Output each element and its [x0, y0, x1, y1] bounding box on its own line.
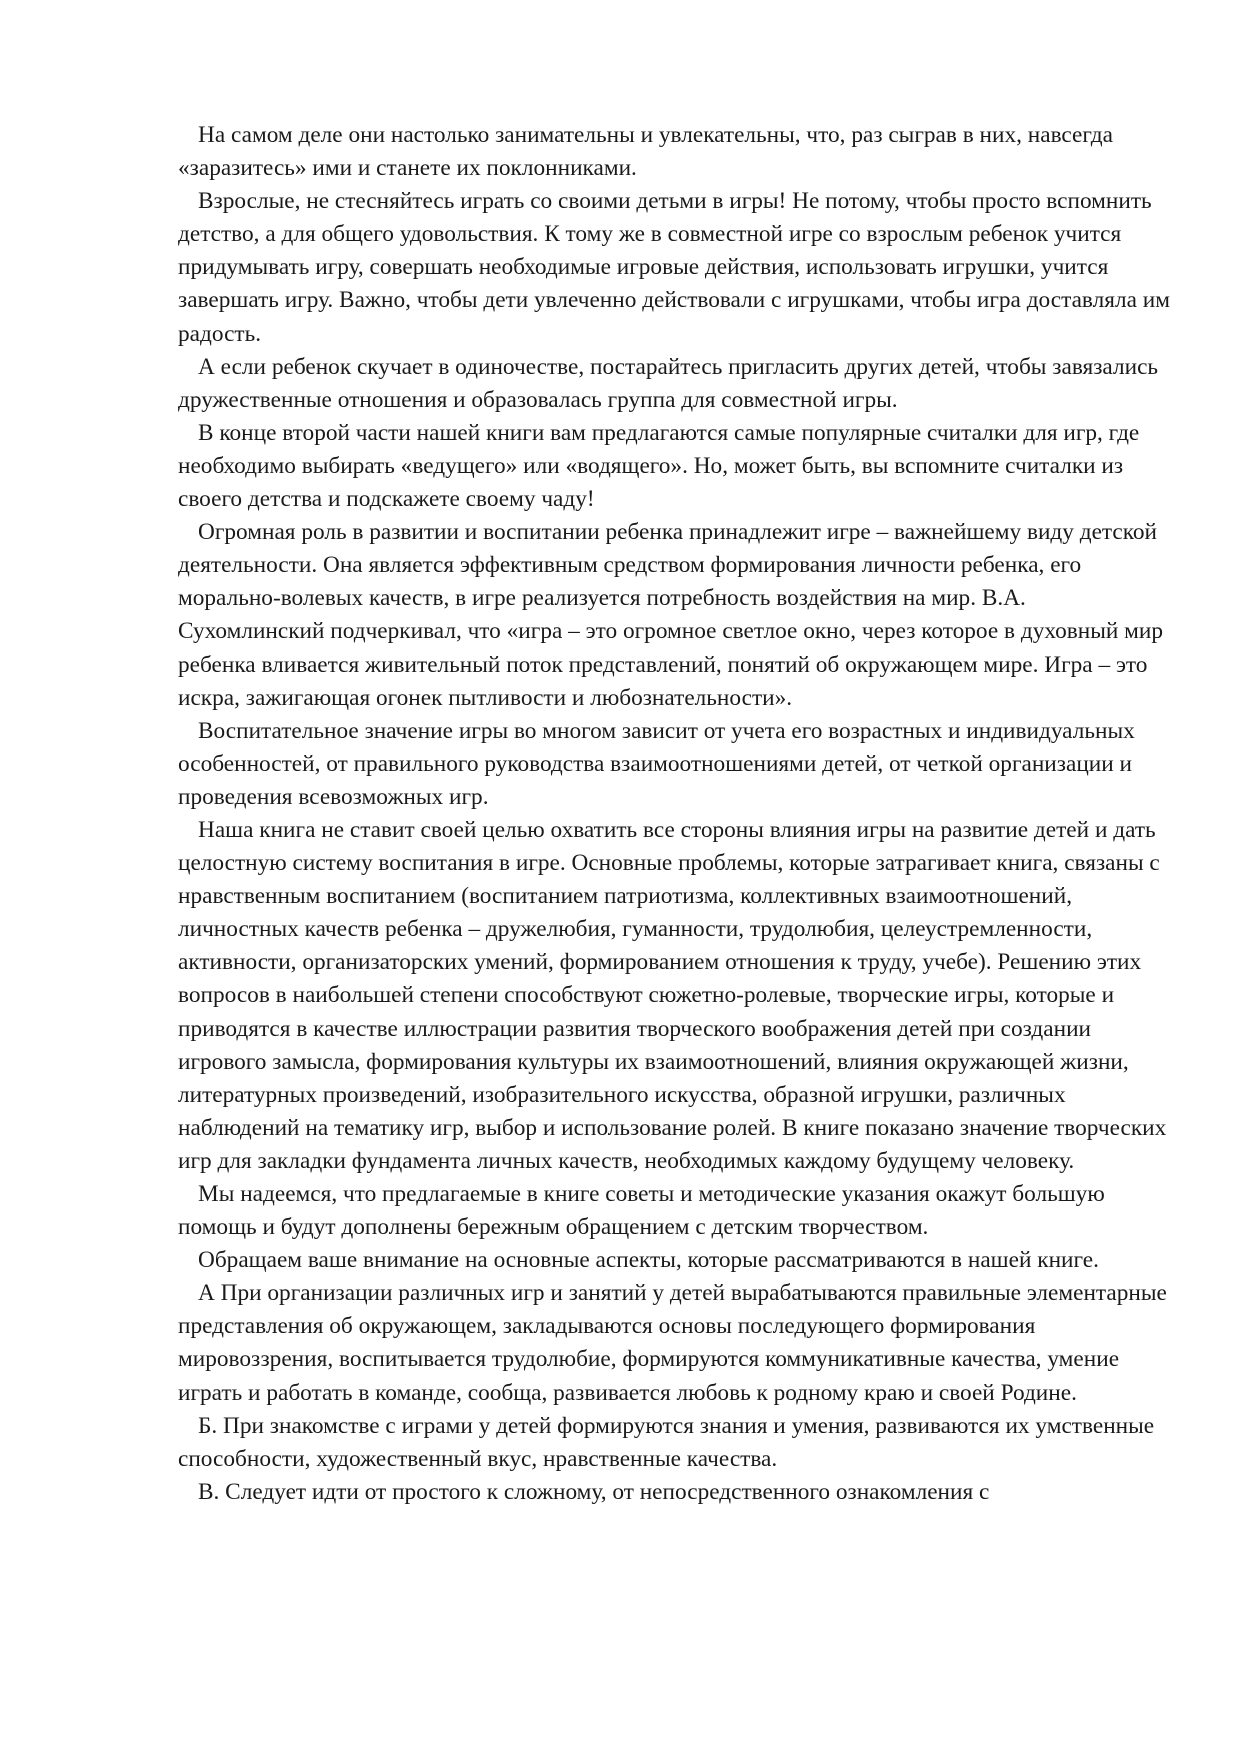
paragraph: Наша книга не ставит своей целью охватить все стороны влияния игры на развитие детей и дать целостную систему воспитания в игре. Основные проблемы, которые затрагивает книга, связаны с нравственным воспитанием (воспитанием патриотизма, коллективных взаимоотношений, личностных качеств ребенка – дружелюбия, гуманности, трудолюбия, целеустремленности, активности, организаторских умений, формированием отношения к труду, учебе). Решению этих вопросов в наибольшей степени способствуют сюжетно-ролевые, творческие игры, которые и приводятся в качестве иллюстрации развития творческого воображения детей при создании игрового замысла, формирования культуры их взаимоотношений, влияния окружающей жизни, литературных произведений, изобразительного искусства, образной игрушки, различных наблюдений на тематику игр, выбор и использование ролей. В книге показано значение творческих игр для закладки фундамента личных качеств, необходимых каждому будущему человеку.	[178, 816, 1167, 1174]
paragraph: Взрослые, не стесняйтесь играть со своими детьми в игры! Не потому, чтобы просто вспомнить детство, а для общего удовольствия. К тому же в совместной игре со взрослым ребенок учится придумывать игру, совершать необходимые игровые действия, использовать игрушки, учится завершать игру. Важно, чтобы дети увлеченно действовали с игрушками, чтобы игра доставляла им радость.	[178, 188, 1170, 347]
paragraph: Огромная роль в развитии и воспитании ребенка принадлежит игре – важнейшему виду детской деятельности. Она является эффективным средством формирования личности ребенка, его морально-волевых качеств, в игре реализуется потребность воздействия на мир. В.А. Сухомлинский подчеркивал, что «игра – это огромное светлое окно, через которое в духовный мир ребенка вливается живительный поток представлений, понятий об окружающем мире. Игра – это искра, зажигающая огонек пытливости и любознательности».	[178, 519, 1164, 711]
paragraph: Мы надеемся, что предлагаемые в книге советы и методические указания окажут большую помощь и будут дополнены бережным обращением с детским творчеством.	[178, 1181, 1105, 1241]
paragraph: А если ребенок скучает в одиночестве, постарайтесь пригласить других детей, чтобы завязались дружественные отношения и образовалась группа для совместной игры.	[178, 353, 1159, 413]
paragraph: Б. При знакомстве с играми у детей формируются знания и умения, развиваются их умственные способности, художественный вкус, нравственные качества.	[178, 1412, 1155, 1472]
paragraph: В конце второй части нашей книги вам предлагаются самые популярные считалки для игр, где необходимо выбирать «ведущего» или «водящего». Но, может быть, вы вспомните считалки из своего детства и подскажете своему чаду!	[178, 419, 1140, 513]
paragraph: А При организации различных игр и занятий у детей вырабатываются правильные элементарные представления об окружающем, закладываются основы последующего формирования мировоззрения, воспитывается трудолюбие, формируются коммуникативные качества, умение играть и работать в команде, сообща, развивается любовь к родному краю и своей Родине.	[178, 1280, 1167, 1406]
body-text	[178, 119, 1178, 1509]
paragraph: На самом деле они настолько занимательны и увлекательны, что, раз сыграв в них, навсегда «заразитесь» ими и станете их поклонниками.	[178, 122, 1113, 182]
paragraph: Обращаем ваше внимание на основные аспекты, которые рассматриваются в нашей книге.	[198, 1247, 1099, 1274]
paragraph: В. Следует идти от простого к сложному, от непосредственного ознакомления с	[198, 1478, 990, 1505]
paragraph: Воспитательное значение игры во многом зависит от учета его возрастных и индивидуальных особенностей, от правильного руководства взаимоотношениями детей, от четкой организации и проведения всевозможных игр.	[178, 717, 1135, 810]
